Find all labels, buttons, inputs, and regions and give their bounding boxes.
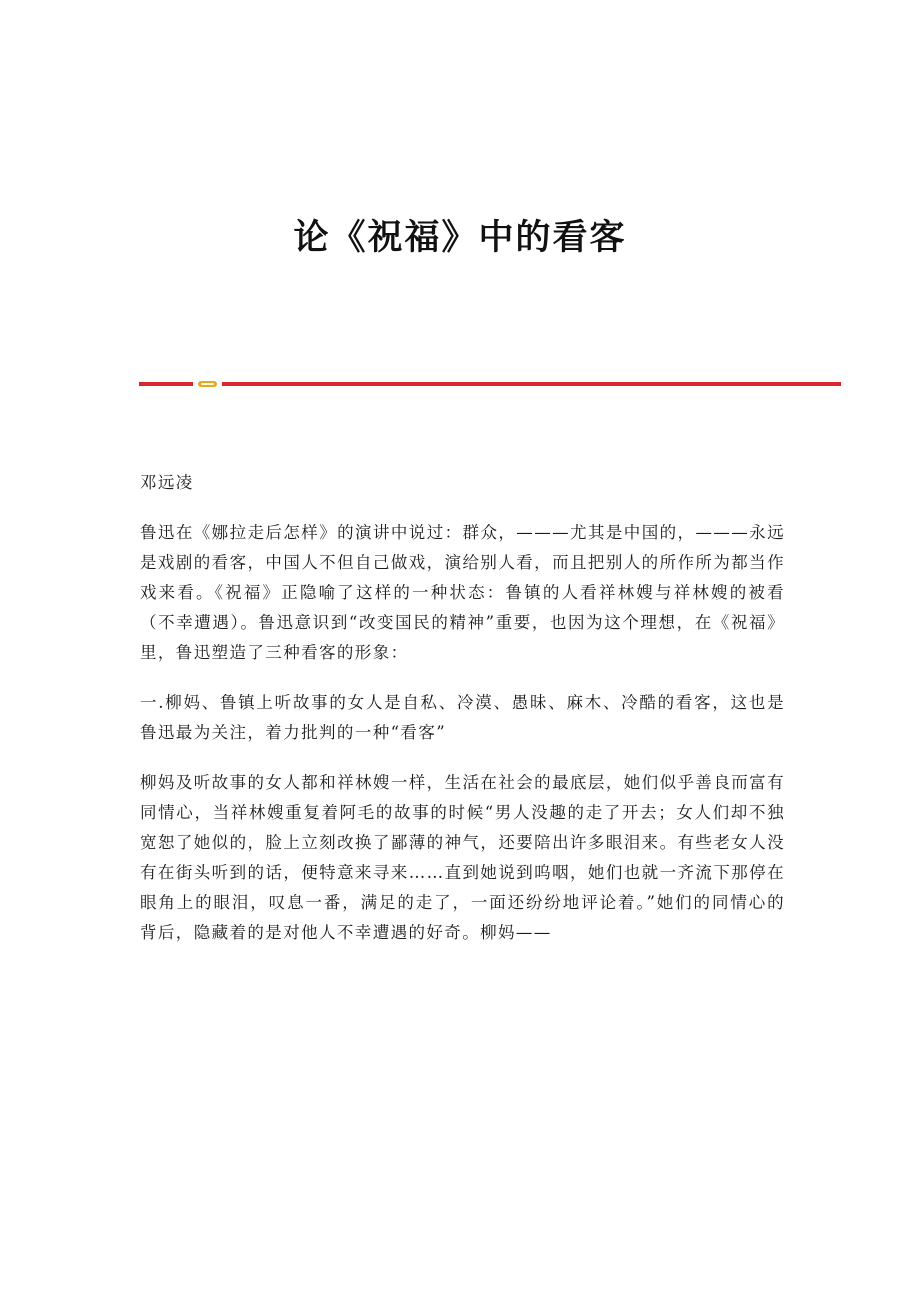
divider-ornament-icon [198,381,217,387]
divider-left-bar [139,382,193,386]
document-title: 论《祝福》中的看客 [293,218,627,258]
title-divider [139,380,841,388]
paragraph-intro: 鲁迅在《娜拉走后怎样》的演讲中说过：群众，———尤其是中国的，———永远是戏剧的看客，中国人不但自己做戏，演给别人看，而且把别人的所作所为都当作戏来看。《祝福》正隐喻了这样的一种状态：鲁镇的人看祥林嫂与祥林嫂的被看（不幸遭遇）。鲁迅意识到“改变国民的精神”重要，也因为这个理想，在《祝福》里，鲁迅塑造了三种看客的形象： [140,523,785,662]
divider-right-bar [222,382,841,386]
author-name: 邓远凌 [140,473,194,492]
paragraph-section-heading: 一.柳妈、鲁镇上听故事的女人是自私、冷漠、愚昧、麻木、冷酷的看客，这也是鲁迅最为关注，着力批判的一种“看客” [140,693,785,742]
paragraph-body: 柳妈及听故事的女人都和祥林嫂一样，生活在社会的最底层，她们似乎善良而富有同情心，当祥林嫂重复着阿毛的故事的时候“男人没趣的走了开去；女人们却不独宽恕了她似的，脸上立刻改换了鄙薄的神气，还要陪出许多眼泪来。有些老女人没有在街头听到的话，便特意来寻来……直到她说到呜咽，她们也就一齐流下那停在眼角上的眼泪，叹息一番，满足的走了，一面还纷纷地评论着。”她们的同情心的背后，隐藏着的是对他人不幸遭遇的好奇。柳妈—— [140,773,785,942]
document-body [140,468,785,968]
